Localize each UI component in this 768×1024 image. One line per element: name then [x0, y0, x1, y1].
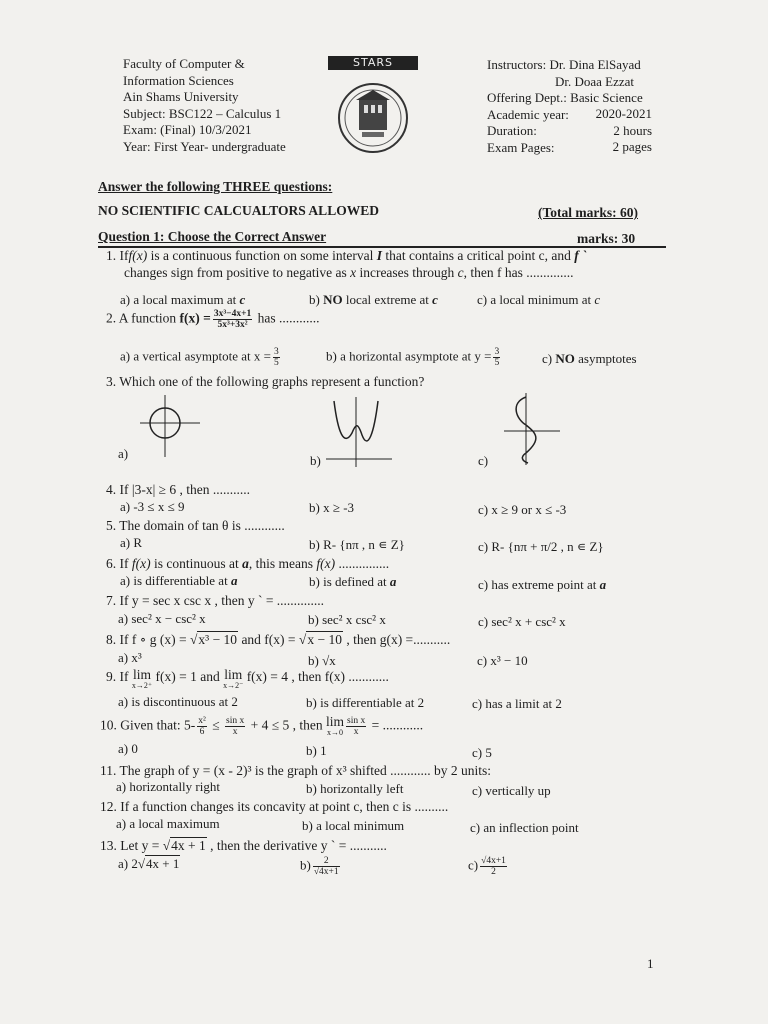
q8-stem: 8. If f ∘ g (x) = √x³ − 10 and f(x) = √x − 10 , then g(x) =...........	[106, 632, 451, 647]
faculty-line-2: Information Sciences	[123, 72, 234, 88]
q1-option-c[interactable]: c) a local minimum at c	[477, 292, 601, 307]
q4-option-c[interactable]: c) x ≥ 9 or x ≤ -3	[478, 502, 567, 517]
q5-option-a[interactable]: a) R	[120, 535, 143, 550]
q9-stem: 9. If lim x→2⁺ f(x) = 1 and lim x→2⁻ f(x) = 4 , then f(x) ............	[106, 667, 389, 690]
logo-banner: STARS	[328, 56, 418, 70]
q12-option-c[interactable]: c) an inflection point	[470, 820, 579, 835]
q4-option-a[interactable]: a) -3 ≤ x ≤ 9	[120, 499, 185, 514]
q2-option-b[interactable]: b) a horizontal asymptote at y = $\frac{3}{5}$	[326, 347, 500, 368]
graph-b-w-curve-icon	[322, 393, 394, 469]
q5-stem: 5. The domain of tan θ is ............	[106, 518, 285, 533]
q13-option-b[interactable]: b) $\frac{2}{√4x+1}$	[300, 856, 339, 877]
q3-option-c[interactable]: c)	[478, 453, 489, 468]
page-number: 1	[647, 956, 654, 971]
total-marks: (Total marks: 60)	[538, 205, 638, 220]
q6-option-a[interactable]: a) is differentiable at a	[120, 573, 238, 588]
q9-option-a[interactable]: a) is discontinuous at 2	[118, 694, 238, 709]
header-left	[123, 56, 286, 155]
offering-dept: Offering Dept.: Basic Science	[487, 90, 643, 105]
q13-option-c[interactable]: c) $\frac{√4x+1}{2}$	[468, 856, 506, 877]
instructors-line: Instructors: Dr. Dina ElSayad	[487, 57, 641, 72]
q1-option-a[interactable]: a) a local maximum at c	[120, 292, 246, 307]
q10-option-b[interactable]: b) 1	[306, 743, 327, 758]
q7-option-b[interactable]: b) sec² x csc² x	[308, 612, 386, 627]
q10-option-c[interactable]: c) 5	[472, 745, 492, 760]
university-name: Ain Shams University	[123, 89, 239, 104]
academic-year-label: Academic year:	[487, 106, 569, 122]
question1-title: Question 1: Choose the Correct Answer	[98, 229, 327, 244]
q7-stem: 7. If y = sec x csc x , then y ` = ..............	[106, 593, 325, 608]
q3-option-a[interactable]: a)	[118, 446, 129, 461]
q4-option-b[interactable]: b) x ≥ -3	[309, 500, 355, 515]
q11-option-c[interactable]: c) vertically up	[472, 783, 551, 798]
q12-option-b[interactable]: b) a local minimum	[302, 818, 405, 833]
q11-stem: 11. The graph of y = (x - 2)³ is the graph of x³ shifted ............ by 2 units:	[100, 763, 492, 778]
q2-option-c[interactable]: c) NO asymptotes	[542, 351, 637, 366]
q7-option-a[interactable]: a) sec² x − csc² x	[118, 611, 206, 626]
q5-option-b[interactable]: b) R- {nπ , n ∊ Z}	[309, 537, 405, 552]
header-right-values	[592, 106, 652, 156]
q1-stem-line2: changes sign from positive to negative as x increases through c, then f has ..............	[124, 265, 574, 280]
q13-option-a[interactable]: a) 2√4x + 1	[118, 856, 180, 871]
exam-pages-value: 2 pages	[612, 139, 652, 154]
exam-line: Exam: (Final) 10/3/2021	[123, 122, 252, 137]
q8-option-a[interactable]: a) x³	[118, 650, 142, 665]
year-line: Year: First Year- undergraduate	[123, 138, 286, 154]
subject-line: Subject: BSC122 – Calculus 1	[123, 105, 282, 121]
q3-option-b[interactable]: b)	[310, 453, 321, 468]
q6-option-c[interactable]: c) has extreme point at a	[478, 577, 607, 592]
q8-option-c[interactable]: c) x³ − 10	[477, 653, 528, 668]
graph-a-circle-icon	[138, 393, 202, 459]
q4-stem: 4. If |3-x| ≥ 6 , then ...........	[106, 482, 251, 497]
question1-marks: marks: 30	[577, 231, 636, 246]
academic-year-value: 2020-2021	[595, 106, 652, 121]
seal-icon	[326, 70, 420, 160]
instructor-2: Dr. Doaa Ezzat	[555, 73, 635, 89]
q3-stem: 3. Which one of the following graphs represent a function?	[106, 374, 425, 389]
q11-option-b[interactable]: b) horizontally left	[306, 781, 404, 796]
q11-option-a[interactable]: a) horizontally right	[116, 779, 220, 794]
exam-pages-label: Exam Pages:	[487, 139, 555, 155]
q12-stem: 12. If a function changes its concavity at point c, then c is ..........	[100, 799, 449, 814]
q10-option-a[interactable]: a) 0	[118, 741, 138, 756]
instructions-heading: Answer the following THREE questions:	[98, 179, 333, 194]
q6-stem: 6. If f(x) is continuous at a, this means f(x) ...............	[106, 556, 390, 571]
q2-option-a[interactable]: a) a vertical asymptote at x = $\frac{3}{5}$	[120, 347, 279, 368]
q9-option-b[interactable]: b) is differentiable at 2	[306, 695, 425, 710]
q8-option-b[interactable]: b) √x	[308, 653, 336, 668]
duration-label: Duration:	[487, 123, 537, 138]
q12-option-a[interactable]: a) a local maximum	[116, 816, 220, 831]
q1-option-b[interactable]: b) NO local extreme at c	[309, 292, 438, 307]
q7-option-c[interactable]: c) sec² x + csc² x	[478, 614, 566, 629]
q6-option-b[interactable]: b) is defined at a	[309, 574, 397, 589]
university-logo	[326, 56, 420, 160]
graph-c-cubic-icon	[502, 391, 562, 467]
q2-stem: 2. A function f(x) = $\frac{\text{3x³−4x+1}}{\text{5x³+3x²}}$ has ............	[106, 309, 320, 330]
q1-stem-line1: 1. Iff(x) is a continuous function on some interval I that contains a critical point c, and f `	[106, 248, 587, 263]
q9-option-c[interactable]: c) has a limit at 2	[472, 696, 562, 711]
no-calculators-note: NO SCIENTIFIC CALCUALTORS ALLOWED	[98, 203, 379, 218]
q13-stem: 13. Let y = √4x + 1 , then the derivative y ` = ...........	[100, 838, 387, 853]
duration-value: 2 hours	[613, 122, 652, 138]
q5-option-c[interactable]: c) R- {nπ + π/2 , n ∊ Z}	[478, 539, 604, 554]
q10-stem: 10. Given that: 5- $\frac{\text{x²}}{6}$ ≤ $\frac{\text{sin x}}{x}$ + 4 ≤ 5 , then lim x→0 $\frac{\text{sin x}}{x}$ = ............	[100, 714, 424, 737]
faculty-line-1: Faculty of Computer &	[123, 56, 245, 71]
